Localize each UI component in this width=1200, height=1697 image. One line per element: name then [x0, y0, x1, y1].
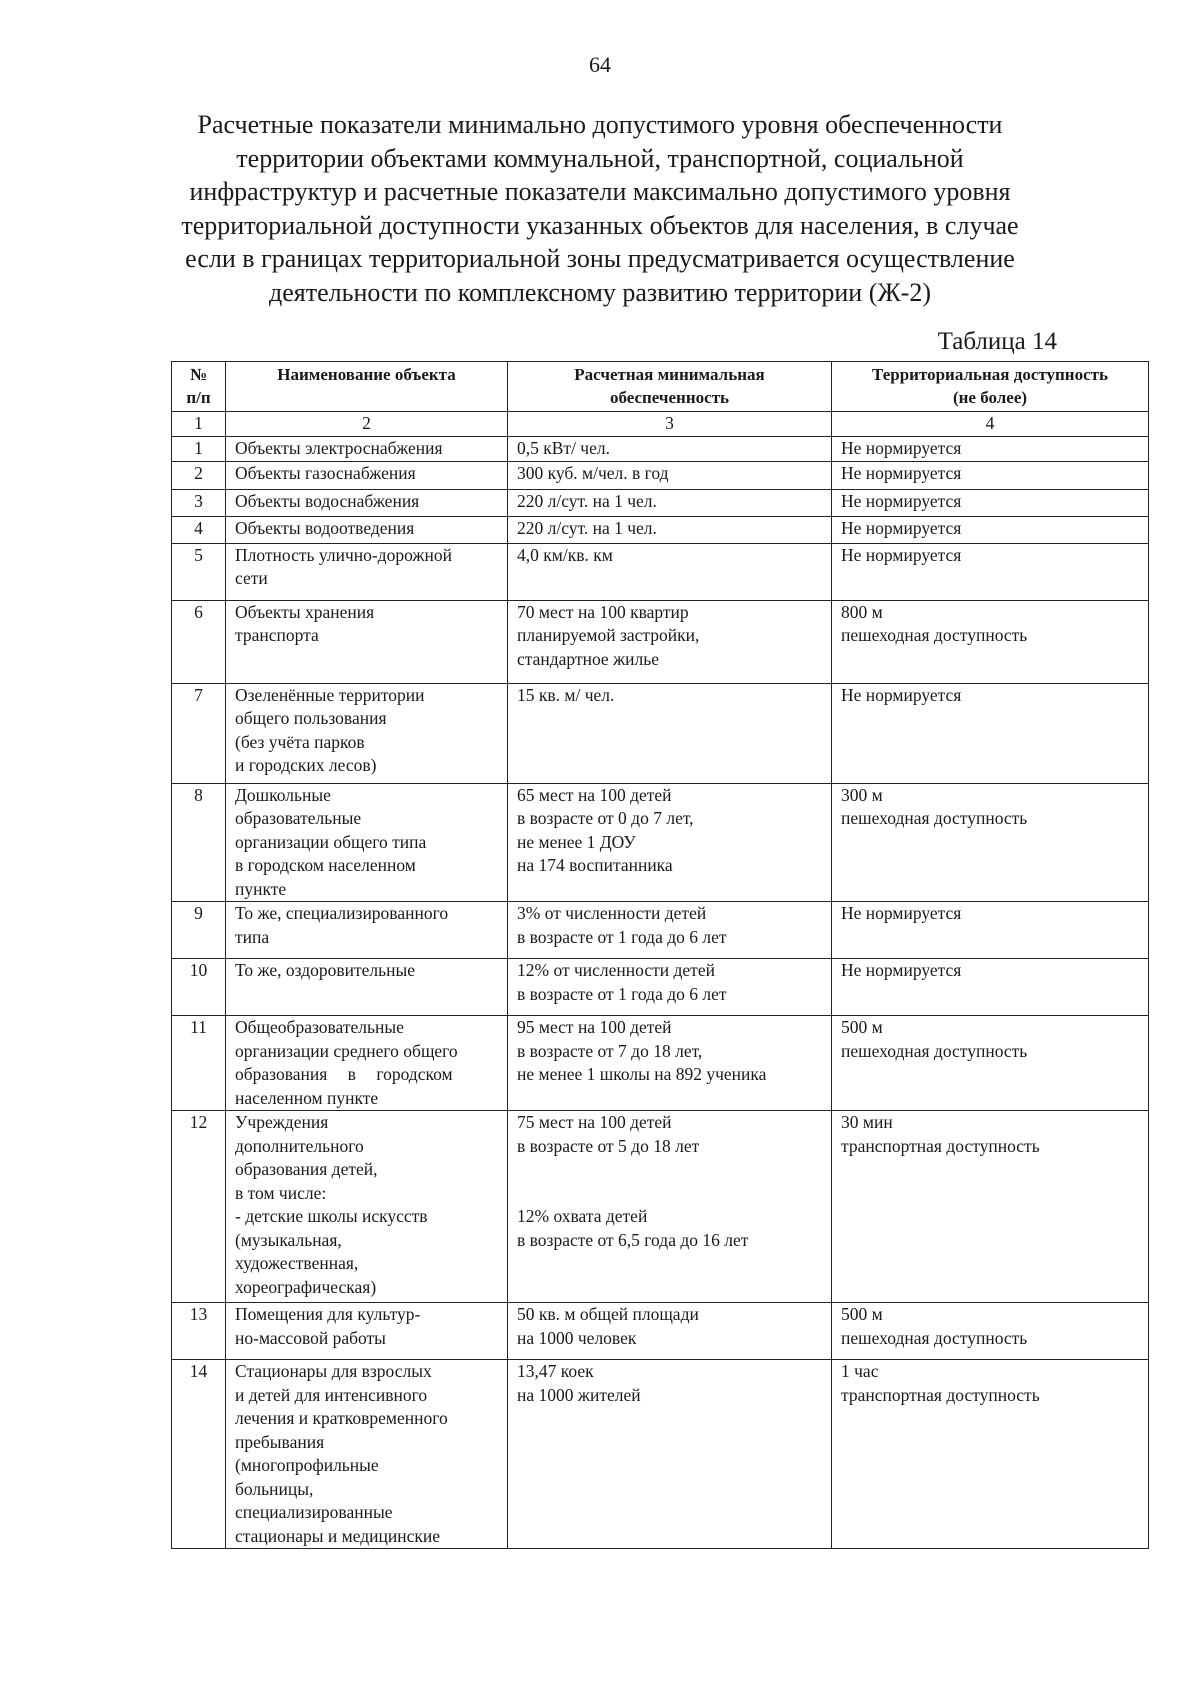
- access-cell-line: Не нормируется: [841, 903, 962, 923]
- header-num: [172, 362, 226, 412]
- access-cell: [832, 959, 1149, 1016]
- column-index-row: [172, 412, 1149, 437]
- object-name-cell: [226, 461, 508, 489]
- object-name-cell-line: Объекты электроснабжения: [235, 437, 443, 458]
- object-name-cell-line: Объекты водоснабжения: [235, 490, 420, 511]
- object-name-cell: [226, 489, 508, 516]
- provision-cell-line: на 174 воспитанника: [517, 855, 673, 875]
- provision-cell: [508, 783, 832, 902]
- object-name-cell-line: (музыкальная,: [235, 1229, 342, 1250]
- access-cell: [832, 1360, 1149, 1549]
- provision-cell-line: 220 л/сут. на 1 чел.: [517, 517, 657, 538]
- row-number: 4: [172, 516, 226, 543]
- access-cell-line: транспортная доступность: [841, 1135, 1040, 1156]
- provision-cell-line: 95 мест на 100 детей: [517, 1017, 672, 1037]
- provision-cell-line: 4,0 км/кв. км: [517, 544, 613, 565]
- object-name-cell-line: художественная,: [235, 1253, 359, 1273]
- table-row: [172, 683, 1149, 783]
- object-name-cell-line: больницы,: [235, 1478, 314, 1499]
- object-name-cell-line: (без учёта парков: [235, 731, 365, 752]
- table-row: [172, 959, 1149, 1016]
- provision-cell-line: 13,47 коек: [517, 1361, 594, 1381]
- provision-cell: [508, 683, 832, 783]
- table-row: [172, 1360, 1149, 1549]
- provision-cell-line: на 1000 человек: [517, 1327, 637, 1348]
- provision-cell-line: 12% охвата детей: [517, 1206, 648, 1226]
- provision-cell-line: 300 куб. м/чел. в год: [517, 462, 669, 483]
- object-name-cell: [226, 436, 508, 461]
- provision-cell: [508, 543, 832, 600]
- provision-cell: [508, 489, 832, 516]
- row-number: 11: [172, 1016, 226, 1111]
- object-name-cell-line: Плотность улично-дорожной: [235, 544, 452, 565]
- provision-cell: [508, 600, 832, 683]
- object-name-cell-line: сети: [235, 568, 268, 588]
- provision-cell: [508, 436, 832, 461]
- table-row: [172, 461, 1149, 489]
- object-name-cell-line: дополнительного: [235, 1135, 364, 1156]
- header-line: Территориальная доступность: [872, 365, 1108, 384]
- object-name-cell: [226, 543, 508, 600]
- access-cell-line: пешеходная доступность: [841, 1040, 1028, 1061]
- access-cell: [832, 600, 1149, 683]
- row-number: 10: [172, 959, 226, 1016]
- object-name-cell: [226, 600, 508, 683]
- header-line: №: [189, 365, 208, 384]
- object-name-cell-line: и городских лесов): [235, 755, 377, 775]
- row-number: 12: [172, 1111, 226, 1303]
- object-name-cell: [226, 1360, 508, 1549]
- table-row: [172, 783, 1149, 902]
- row-number: 8: [172, 783, 226, 902]
- access-cell-line: 500 м: [841, 1304, 883, 1324]
- access-cell-line: пешеходная доступность: [841, 625, 1028, 645]
- title-line: деятельности по комплексному развитию территории (Ж-2): [269, 277, 931, 307]
- header-line: (не более): [952, 388, 1028, 407]
- access-cell-line: Не нормируется: [841, 684, 962, 705]
- object-name-cell-line: Объекты водоотведения: [235, 517, 415, 538]
- object-name-cell: [226, 516, 508, 543]
- provision-cell-line: 65 мест на 100 детей: [517, 784, 672, 805]
- header-provision: [508, 362, 832, 412]
- title-line: инфраструктур и расчетные показатели максимально допустимого уровня: [189, 177, 1011, 206]
- header-access: [832, 362, 1149, 412]
- table-row: [172, 902, 1149, 959]
- column-index: 4: [832, 412, 1149, 437]
- provision-cell: [508, 1360, 832, 1549]
- object-name-cell-line: Общеобразовательные: [235, 1017, 404, 1037]
- object-name-cell: [226, 959, 508, 1016]
- object-name-cell-line: населенном пункте: [235, 1087, 379, 1108]
- object-name-cell-line: транспорта: [235, 625, 319, 645]
- object-name-cell-line: хореографическая): [235, 1276, 377, 1297]
- row-number: 7: [172, 683, 226, 783]
- header-line: п/п: [186, 388, 211, 407]
- access-cell: [832, 543, 1149, 600]
- table-row: [172, 543, 1149, 600]
- object-name-cell-line: Дошкольные: [235, 784, 331, 805]
- access-cell-line: транспортная доступность: [841, 1384, 1040, 1405]
- access-cell: [832, 902, 1149, 959]
- object-name-cell-line: стационары и медицинские: [235, 1525, 441, 1546]
- object-name-cell-line: - детские школы искусств: [235, 1206, 428, 1226]
- object-name-cell: [226, 783, 508, 902]
- object-name-cell-line: Объекты хранения: [235, 601, 375, 622]
- provision-cell: [508, 1111, 832, 1303]
- row-number: 2: [172, 461, 226, 489]
- access-cell-line: 30 мин: [841, 1112, 893, 1132]
- object-name-cell-line: Озеленённые территории: [235, 684, 425, 705]
- object-name-cell-line: Стационары для взрослых: [235, 1361, 432, 1381]
- provision-cell-line: в возрасте от 1 года до 6 лет: [517, 926, 727, 947]
- object-name-cell-line: образовательные: [235, 808, 362, 828]
- row-number: 13: [172, 1303, 226, 1360]
- object-name-cell-line: образования детей,: [235, 1159, 378, 1179]
- table-row: [172, 1303, 1149, 1360]
- page-number: 64: [589, 52, 611, 77]
- header-line: Расчетная минимальная: [574, 365, 765, 384]
- provision-cell-line: 220 л/сут. на 1 чел.: [517, 490, 657, 511]
- provision-cell-line: 75 мест на 100 детей: [517, 1112, 672, 1132]
- object-name-cell-line: в городском населенном: [235, 855, 416, 875]
- provision-cell: [508, 902, 832, 959]
- provision-cell: [508, 959, 832, 1016]
- access-cell-line: Не нормируется: [841, 960, 962, 980]
- access-cell: [832, 683, 1149, 783]
- object-name-cell: [226, 1303, 508, 1360]
- provision-cell-line: стандартное жилье: [517, 648, 660, 669]
- object-name-cell-line: и детей для интенсивного: [235, 1384, 428, 1405]
- access-cell: [832, 783, 1149, 902]
- access-cell-line: 800 м: [841, 601, 883, 622]
- object-name-cell-line: То же, оздоровительные: [235, 960, 416, 980]
- column-index: 2: [226, 412, 508, 437]
- provision-cell: [508, 1303, 832, 1360]
- provision-cell-line: в возрасте от 6,5 года до 16 лет: [517, 1229, 749, 1250]
- header-line: обеспеченность: [609, 388, 730, 407]
- table-caption: Таблица 14: [937, 328, 1057, 355]
- object-name-cell: [226, 902, 508, 959]
- object-name-cell: [226, 1016, 508, 1111]
- access-cell-line: Не нормируется: [841, 462, 962, 483]
- table-row: [172, 489, 1149, 516]
- provision-cell-line: не менее 1 ДОУ: [517, 831, 636, 852]
- cell-spacer: [517, 1158, 822, 1205]
- provision-cell-line: 70 мест на 100 квартир: [517, 601, 689, 622]
- access-cell-line: пешеходная доступность: [841, 808, 1028, 828]
- table-row: [172, 1016, 1149, 1111]
- row-number: 6: [172, 600, 226, 683]
- object-name-cell-line: Помещения для культур-: [235, 1304, 421, 1324]
- provision-cell-line: 50 кв. м общей площади: [517, 1304, 699, 1324]
- object-name-cell-line: лечения и кратковременного: [235, 1408, 448, 1428]
- provision-cell-line: в возрасте от 1 года до 6 лет: [517, 983, 727, 1004]
- provision-cell-line: в возрасте от 0 до 7 лет,: [517, 808, 694, 828]
- object-name-cell-line: общего пользования: [235, 708, 387, 728]
- table-header-row: [172, 362, 1149, 412]
- row-number: 1: [172, 436, 226, 461]
- provision-cell-line: в возрасте от 7 до 18 лет,: [517, 1040, 703, 1061]
- object-name-cell-line: но-массовой работы: [235, 1327, 386, 1348]
- provision-cell-line: в возрасте от 5 до 18 лет: [517, 1135, 700, 1156]
- column-index: 1: [172, 412, 226, 437]
- row-number: 9: [172, 902, 226, 959]
- provision-cell: [508, 461, 832, 489]
- table-row: [172, 436, 1149, 461]
- norms-table: [171, 361, 1149, 1549]
- access-cell-line: Не нормируется: [841, 517, 962, 538]
- access-cell: [832, 489, 1149, 516]
- access-cell: [832, 516, 1149, 543]
- access-cell-line: пешеходная доступность: [841, 1327, 1028, 1348]
- object-name-cell-line: (многопрофильные: [235, 1455, 379, 1475]
- table-row: [172, 1111, 1149, 1303]
- object-name-cell: [226, 1111, 508, 1303]
- object-name-cell-line: в том числе:: [235, 1182, 327, 1203]
- row-number: 3: [172, 489, 226, 516]
- access-cell-line: Не нормируется: [841, 437, 962, 458]
- access-cell-line: 300 м: [841, 784, 883, 805]
- provision-cell: [508, 516, 832, 543]
- provision-cell-line: планируемой застройки,: [517, 625, 700, 645]
- object-name-cell-line: образования в городском: [235, 1064, 453, 1084]
- table-row: [172, 516, 1149, 543]
- object-name-cell-line: Объекты газоснабжения: [235, 462, 416, 483]
- provision-cell-line: 3% от численности детей: [517, 903, 707, 923]
- object-name-cell-line: организации среднего общего: [235, 1040, 458, 1061]
- object-name-cell: [226, 683, 508, 783]
- object-name-cell-line: специализированные: [235, 1502, 393, 1522]
- title-line: если в границах территориальной зоны предусматривается осуществление: [185, 244, 1015, 273]
- access-cell: [832, 1303, 1149, 1360]
- access-cell: [832, 436, 1149, 461]
- row-number: 5: [172, 543, 226, 600]
- access-cell-line: Не нормируется: [841, 544, 962, 565]
- access-cell: [832, 461, 1149, 489]
- provision-cell-line: 0,5 кВт/ чел.: [517, 437, 610, 458]
- access-cell-line: 1 час: [841, 1361, 879, 1381]
- object-name-cell-line: типа: [235, 926, 270, 947]
- access-cell: [832, 1016, 1149, 1111]
- document-title: [170, 108, 1030, 309]
- table-row: [172, 600, 1149, 683]
- column-index: 3: [508, 412, 832, 437]
- title-line: территории объектами коммунальной, транспортной, социальной: [236, 143, 964, 173]
- provision-cell-line: 15 кв. м/ чел.: [517, 684, 615, 705]
- object-name-cell-line: Учреждения: [235, 1112, 329, 1132]
- provision-cell-line: 12% от численности детей: [517, 960, 715, 980]
- object-name-cell-line: пункте: [235, 878, 287, 899]
- access-cell-line: 500 м: [841, 1017, 883, 1037]
- provision-cell-line: на 1000 жителей: [517, 1384, 641, 1405]
- access-cell: [832, 1111, 1149, 1303]
- object-name-cell-line: То же, специализированного: [235, 903, 449, 923]
- header-name: [226, 362, 508, 412]
- provision-cell: [508, 1016, 832, 1111]
- object-name-cell-line: пребывания: [235, 1431, 325, 1452]
- title-line: Расчетные показатели минимально допустимого уровня обеспеченности: [197, 110, 1003, 139]
- row-number: 14: [172, 1360, 226, 1549]
- header-line: Наименование объекта: [277, 365, 456, 384]
- title-line: территориальной доступности указанных объектов для населения, в случае: [181, 210, 1019, 240]
- access-cell-line: Не нормируется: [841, 490, 962, 511]
- provision-cell-line: не менее 1 школы на 892 ученика: [517, 1064, 767, 1084]
- object-name-cell-line: организации общего типа: [235, 831, 427, 852]
